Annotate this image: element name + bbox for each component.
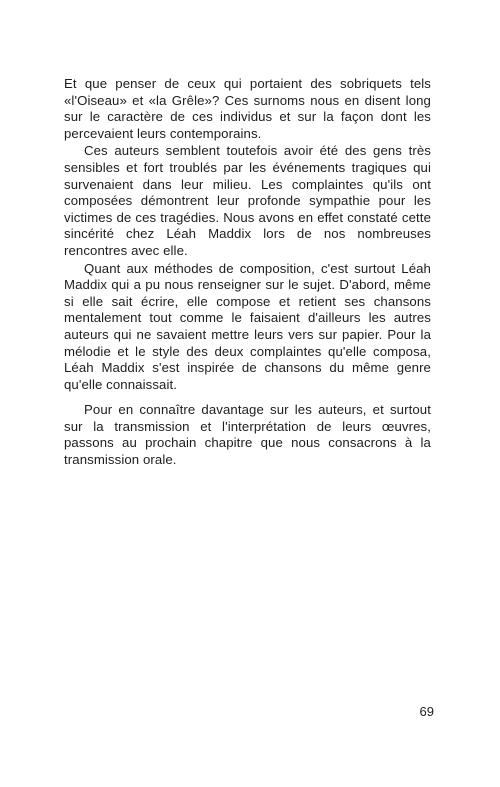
- paragraph-1: Et que penser de ceux qui portaient des sobriquets tels «l'Oiseau» et «la Grêle»? Ces surnoms nous en disent long sur le caractère de ces individus et sur la façon dont les percevaient leurs contemporains.: [64, 76, 431, 141]
- paragraph-4: Pour en connaître davantage sur les auteurs, et surtout sur la transmission et l'interprétation de leurs œuvres, passons au prochain chapitre que nous consacrons à la transmission orale.: [64, 402, 431, 468]
- paragraph-3: Quant aux méthodes de composition, c'est surtout Léah Maddix qui a pu nous renseigner sur le sujet. D'abord, même si elle sait écrire, elle compose et retient ses chansons mentalement tout comme le faisaient d'ailleurs les autres auteurs qui ne savaient mettre leurs vers sur papier. Pour la mélodie et le style des deux complaintes qu'elle composa, Léah Maddix s'est inspirée de chansons du même genre qu'elle connaissait.: [64, 260, 431, 392]
- body-text: [64, 76, 431, 469]
- page-number: 69: [419, 704, 434, 719]
- paragraph-2: Ces auteurs semblent toutefois avoir été des gens très sensibles et fort troublés par les événements tragiques qui survenaient dans leur milieu. Les complaintes qu'ils ont composées démontrent leur profonde sympathie pour les victimes de ces tragédies. Nous avons en effet constaté cette sincérité chez Léah Maddix lors de nos nombreuses rencontres avec elle.: [64, 143, 431, 258]
